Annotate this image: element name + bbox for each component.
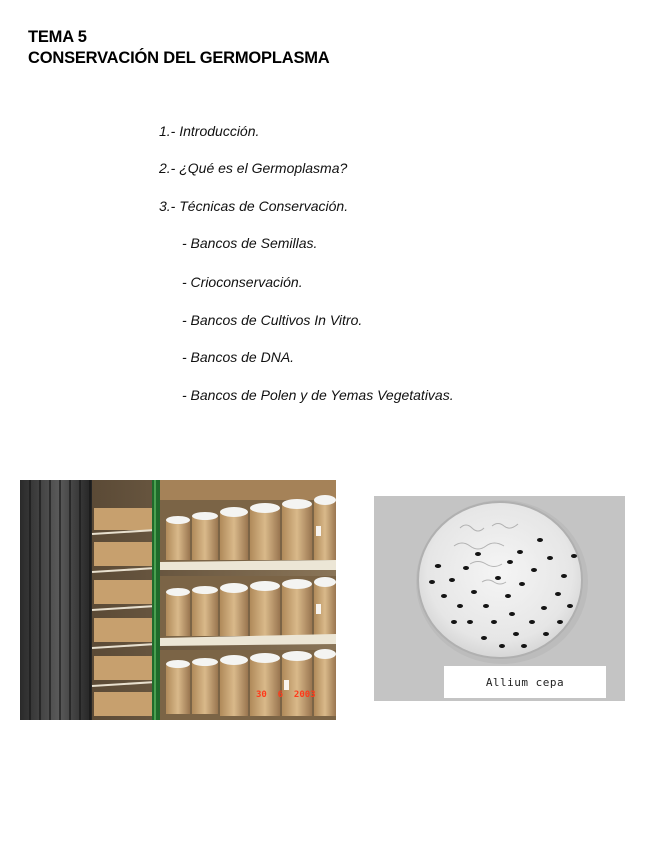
photo-date-stamp: 30 6 2003 [256,690,316,700]
toc-item-3: 3.- Técnicas de Conservación. [159,198,349,214]
toc-subitem-seed-banks: - Bancos de Semillas. [182,235,318,251]
document-title [28,27,330,69]
title-line-2: CONSERVACIÓN DEL GERMOPLASMA [28,49,330,67]
toc-subitem-cryoconservation: - Crioconservación. [182,274,303,290]
seed-bank-shelves-photo [20,480,336,720]
toc-subitem-dna-banks: - Bancos de DNA. [182,349,295,365]
toc-subitem-in-vitro-banks: - Bancos de Cultivos In Vitro. [182,312,363,328]
allium-cepa-petri-dish-photo [374,496,625,701]
toc-subitem-pollen-banks: - Bancos de Polen y de Yemas Vegetativas. [182,387,454,403]
toc-item-1: 1.- Introducción. [159,123,260,139]
toc-item-2: 2.- ¿Qué es el Germoplasma? [159,160,348,176]
dish-label: Allium cepa [485,676,565,689]
title-line-1: TEMA 5 [28,28,87,46]
